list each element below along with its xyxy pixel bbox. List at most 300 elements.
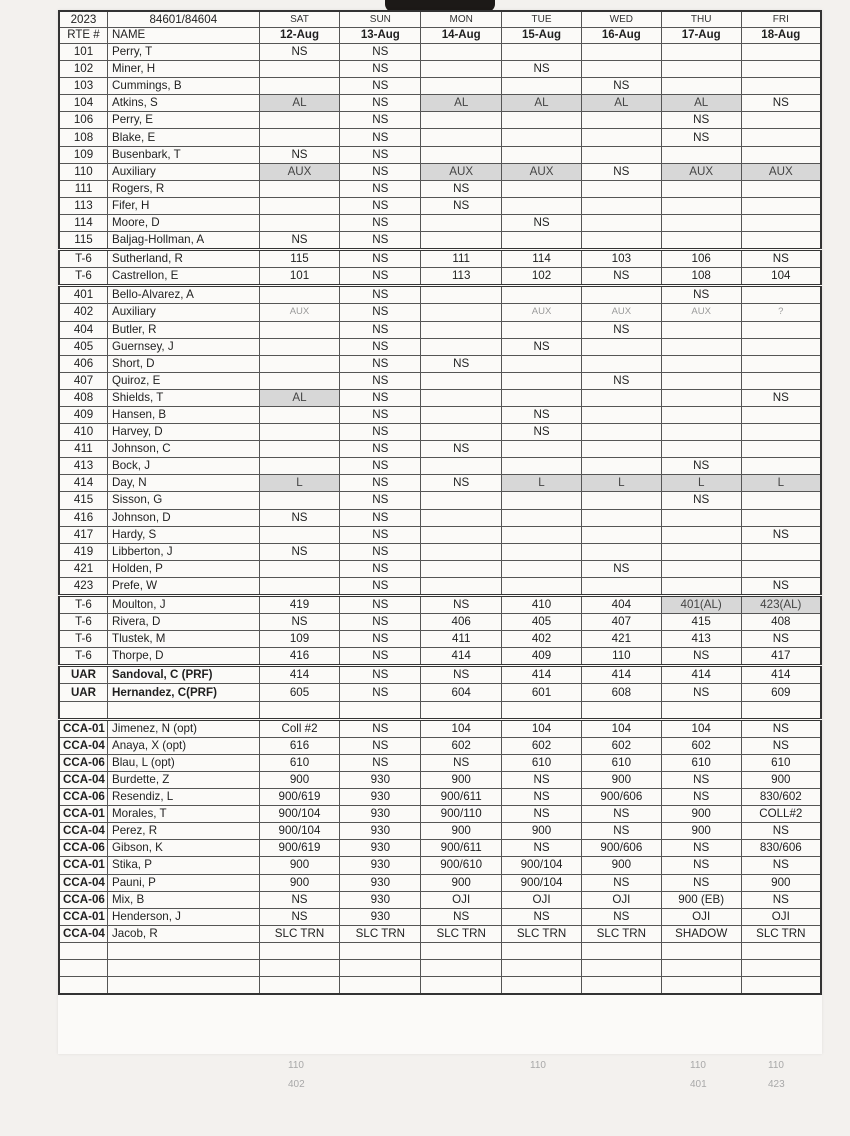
carrier-name-cell: Moulton, J [108,596,260,614]
route-cell: CCA-04 [59,823,108,840]
cell-mon [421,44,502,61]
cell-wed [581,214,661,231]
route-cell: 108 [59,129,108,146]
cell-thu [661,942,741,959]
cell-sun: NS [340,526,421,543]
schedule-row [59,197,821,214]
cell-wed [581,146,661,163]
cell-sun: NS [340,458,421,475]
cell-mon [421,577,502,595]
cell-mon [421,78,502,95]
cell-sun: NS [340,321,421,338]
cell-fri [741,355,821,372]
schedule-row [59,823,821,840]
cell-wed [581,232,661,250]
cell-sat [259,458,340,475]
cell-fri: 830/602 [741,789,821,806]
cell-tue: OJI [502,891,582,908]
cell-fri [741,543,821,560]
cell-fri: 610 [741,754,821,771]
cell-fri: 414 [741,666,821,684]
cell-wed: OJI [581,891,661,908]
route-cell: 407 [59,372,108,389]
cell-thu [661,180,741,197]
cell-wed: 407 [581,614,661,631]
cell-thu: NS [661,112,741,129]
cell-wed: 414 [581,666,661,684]
cell-fri [741,146,821,163]
cell-mon: NS [421,180,502,197]
cell-wed [581,959,661,976]
route-cell: CCA-01 [59,857,108,874]
carrier-name-cell: Perry, E [108,112,260,129]
year-cell: 2023 [59,11,108,28]
cell-wed: 404 [581,596,661,614]
route-cell: CCA-06 [59,754,108,771]
schedule-row [59,232,821,250]
cell-thu: NS [661,286,741,304]
cell-wed: NS [581,806,661,823]
route-cell: UAR [59,684,108,701]
cell-tue: 114 [502,250,582,268]
schedule-row [59,684,821,701]
cell-sat [259,372,340,389]
cell-thu: NS [661,857,741,874]
route-cell [59,942,108,959]
carrier-name-cell: Auxiliary [108,304,260,321]
date-sat: 12-Aug [259,28,340,44]
carrier-name-cell: Anaya, X (opt) [108,737,260,754]
footer-note-thu-1: 110 [690,1060,706,1071]
route-cell: 102 [59,61,108,78]
schedule-row [59,840,821,857]
cell-wed: 602 [581,737,661,754]
cell-thu [661,389,741,406]
cell-tue [502,232,582,250]
cell-sat: 900/619 [259,840,340,857]
day-mon: MON [421,11,502,28]
cell-sun: NS [340,684,421,701]
date-sun: 13-Aug [340,28,421,44]
cell-thu: OJI [661,908,741,925]
carrier-name-cell: Fifer, H [108,197,260,214]
cell-tue: NS [502,908,582,925]
cell-fri: 408 [741,614,821,631]
schedule-row [59,719,821,737]
cell-mon [421,509,502,526]
cell-sun: 930 [340,874,421,891]
cell-wed: NS [581,163,661,180]
cell-sat: NS [259,908,340,925]
cell-tue [502,44,582,61]
cell-tue: NS [502,338,582,355]
route-cell: 114 [59,214,108,231]
cell-mon [421,61,502,78]
carrier-name-cell [108,959,260,976]
footer-note-sat-1: 110 [288,1060,304,1071]
cell-thu: 900 (EB) [661,891,741,908]
carrier-name-cell: Pauni, P [108,874,260,891]
cell-sun: NS [340,180,421,197]
cell-sat: 605 [259,684,340,701]
day-thu: THU [661,11,741,28]
carrier-name-cell: Mix, B [108,891,260,908]
cell-sun: 930 [340,823,421,840]
route-cell: CCA-01 [59,719,108,737]
cell-mon: 604 [421,684,502,701]
cell-sat: AL [259,95,340,112]
cell-thu [661,44,741,61]
route-cell: 408 [59,389,108,406]
carrier-name-cell: Hernandez, C(PRF) [108,684,260,701]
cell-tue [502,180,582,197]
route-cell: CCA-06 [59,891,108,908]
schedule-row [59,666,821,684]
cell-fri [741,61,821,78]
cell-thu [661,197,741,214]
route-cell: 414 [59,475,108,492]
cell-tue [502,197,582,214]
schedule-row [59,509,821,526]
cell-wed [581,701,661,719]
cell-sat: L [259,475,340,492]
date-fri: 18-Aug [741,28,821,44]
cell-thu [661,372,741,389]
schedule-row [59,78,821,95]
cell-wed [581,355,661,372]
cell-sat [259,942,340,959]
cell-sat: NS [259,232,340,250]
cell-mon [421,112,502,129]
cell-tue [502,942,582,959]
cell-tue: NS [502,424,582,441]
schedule-sheet [58,10,822,1054]
cell-sun: NS [340,44,421,61]
cell-mon: 411 [421,631,502,648]
date-thu: 17-Aug [661,28,741,44]
cell-mon: SLC TRN [421,925,502,942]
cell-tue: AUX [502,163,582,180]
cell-wed: NS [581,268,661,286]
cell-tue [502,389,582,406]
cell-sat [259,61,340,78]
carrier-name-cell: Guernsey, J [108,338,260,355]
cell-thu [661,338,741,355]
schedule-row [59,614,821,631]
cell-wed [581,441,661,458]
route-cell: CCA-04 [59,925,108,942]
cell-tue: 410 [502,596,582,614]
route-cell: 423 [59,577,108,595]
carrier-name-cell [108,942,260,959]
cell-thu [661,146,741,163]
cell-wed [581,61,661,78]
cell-mon [421,543,502,560]
cell-mon: 111 [421,250,502,268]
carrier-name-cell [108,977,260,995]
footer-note-tue-1: 110 [530,1060,546,1071]
route-cell: 421 [59,560,108,577]
cell-sun: NS [340,631,421,648]
cell-tue [502,543,582,560]
cell-wed: 900/606 [581,840,661,857]
cell-sun: NS [340,492,421,509]
carrier-name-cell: Jimenez, N (opt) [108,719,260,737]
cell-tue: SLC TRN [502,925,582,942]
schedule-row [59,146,821,163]
cell-tue [502,441,582,458]
carrier-name-cell: Rogers, R [108,180,260,197]
carrier-name-cell: Blau, L (opt) [108,754,260,771]
cell-thu: 415 [661,614,741,631]
route-cell: 106 [59,112,108,129]
route-cell [59,701,108,719]
route-cell: UAR [59,666,108,684]
cell-fri: AUX [741,163,821,180]
cell-wed: 104 [581,719,661,737]
cell-sun: NS [340,338,421,355]
cell-wed [581,509,661,526]
cell-sun: NS [340,441,421,458]
cell-mon: 113 [421,268,502,286]
cell-mon [421,406,502,423]
cell-sat: 416 [259,648,340,666]
cell-thu [661,78,741,95]
cell-fri: 900 [741,771,821,788]
cell-sun: SLC TRN [340,925,421,942]
route-cell: 415 [59,492,108,509]
cell-wed: 900 [581,771,661,788]
cell-sun: NS [340,146,421,163]
cell-sat [259,180,340,197]
cell-sat [259,129,340,146]
cell-fri [741,112,821,129]
cell-tue: 900 [502,823,582,840]
cell-wed [581,286,661,304]
carrier-name-cell: Cummings, B [108,78,260,95]
cell-tue: NS [502,806,582,823]
carrier-name-cell: Butler, R [108,321,260,338]
cell-sat [259,355,340,372]
carrier-name-cell: Tlustek, M [108,631,260,648]
cell-sun: NS [340,268,421,286]
schedule-row [59,338,821,355]
cell-thu [661,321,741,338]
cell-fri: NS [741,95,821,112]
cell-wed: 421 [581,631,661,648]
route-cell: 401 [59,286,108,304]
schedule-row [59,596,821,614]
cell-fri: NS [741,737,821,754]
carrier-name-cell: Baljag-Hollman, A [108,232,260,250]
cell-thu: L [661,475,741,492]
route-cell: CCA-01 [59,908,108,925]
route-cell: CCA-04 [59,771,108,788]
schedule-row [59,268,821,286]
cell-tue: NS [502,406,582,423]
cell-mon: AUX [421,163,502,180]
cell-fri [741,180,821,197]
cell-fri [741,197,821,214]
cell-tue: 405 [502,614,582,631]
blank-row [59,701,821,719]
cell-wed: 610 [581,754,661,771]
route-cell: 109 [59,146,108,163]
schedule-row [59,61,821,78]
cell-thu: 414 [661,666,741,684]
route-cell: 416 [59,509,108,526]
cell-thu [661,543,741,560]
cell-fri: COLL#2 [741,806,821,823]
date-wed: 16-Aug [581,28,661,44]
cell-tue: 102 [502,268,582,286]
cell-mon [421,232,502,250]
cell-thu: 108 [661,268,741,286]
cell-mon: NS [421,441,502,458]
cell-thu [661,441,741,458]
cell-mon: 900 [421,874,502,891]
cell-mon [421,304,502,321]
cell-mon: NS [421,355,502,372]
cell-thu [661,61,741,78]
footer-note-thu-2: 401 [690,1079,707,1090]
route-cell: 405 [59,338,108,355]
cell-fri: OJI [741,908,821,925]
cell-sat: SLC TRN [259,925,340,942]
route-cell: 417 [59,526,108,543]
cell-tue [502,112,582,129]
cell-fri [741,959,821,976]
route-cell: CCA-06 [59,840,108,857]
cell-wed: AUX [581,304,661,321]
cell-sun: 930 [340,857,421,874]
cell-wed [581,543,661,560]
carrier-name-cell: Hansen, B [108,406,260,423]
carrier-name-cell: Jacob, R [108,925,260,942]
schedule-row [59,214,821,231]
carrier-name-cell: Perry, T [108,44,260,61]
cell-mon: 104 [421,719,502,737]
cell-sun: NS [340,304,421,321]
cell-mon: 602 [421,737,502,754]
cell-sun: NS [340,648,421,666]
cell-mon: 406 [421,614,502,631]
cell-sat [259,560,340,577]
cell-mon: NS [421,197,502,214]
day-sun: SUN [340,11,421,28]
cell-sat: 900 [259,771,340,788]
cell-mon: NS [421,908,502,925]
cell-thu [661,509,741,526]
cell-mon: AL [421,95,502,112]
cell-sat: AUX [259,163,340,180]
cell-sun: NS [340,95,421,112]
cell-tue: 104 [502,719,582,737]
cell-fri: L [741,475,821,492]
cell-sat [259,424,340,441]
cell-mon [421,977,502,995]
carrier-name-cell: Atkins, S [108,95,260,112]
cell-wed: AL [581,95,661,112]
cell-thu [661,355,741,372]
cell-sun: NS [340,112,421,129]
cell-sun: NS [340,372,421,389]
cell-sun: NS [340,355,421,372]
cell-tue [502,509,582,526]
cell-thu: SHADOW [661,925,741,942]
schedule-row [59,180,821,197]
cell-thu: AUX [661,304,741,321]
schedule-row [59,577,821,595]
cell-tue: AL [502,95,582,112]
route-cell: CCA-01 [59,806,108,823]
cell-sat [259,321,340,338]
schedule-table [58,10,822,995]
cell-fri: ? [741,304,821,321]
cell-sat: NS [259,509,340,526]
schedule-row [59,925,821,942]
cell-tue [502,560,582,577]
cell-thu [661,560,741,577]
routes-cell: 84601/84604 [108,11,260,28]
cell-mon [421,492,502,509]
cell-sat: AL [259,389,340,406]
cell-sat: NS [259,614,340,631]
cell-tue [502,701,582,719]
cell-fri: NS [741,719,821,737]
carrier-name-cell: Moore, D [108,214,260,231]
schedule-row [59,891,821,908]
cell-sat [259,977,340,995]
date-mon: 14-Aug [421,28,502,44]
carrier-name-cell: Burdette, Z [108,771,260,788]
schedule-row [59,631,821,648]
day-sat: SAT [259,11,340,28]
cell-tue [502,959,582,976]
cell-tue [502,372,582,389]
cell-mon [421,560,502,577]
carrier-name-cell: Perez, R [108,823,260,840]
schedule-row [59,129,821,146]
schedule-row [59,406,821,423]
cell-fri [741,424,821,441]
cell-sat: 900 [259,857,340,874]
cell-wed: 900/606 [581,789,661,806]
cell-wed [581,197,661,214]
cell-wed [581,129,661,146]
cell-fri [741,372,821,389]
cell-tue: 601 [502,684,582,701]
cell-wed [581,458,661,475]
cell-wed: 103 [581,250,661,268]
route-cell: 111 [59,180,108,197]
cell-thu [661,526,741,543]
cell-sat [259,526,340,543]
cell-sun [340,959,421,976]
carrier-name-cell: Gibson, K [108,840,260,857]
blank-row [59,977,821,995]
cell-fri: 609 [741,684,821,701]
cell-sun [340,701,421,719]
cell-mon [421,338,502,355]
carrier-name-cell: Johnson, C [108,441,260,458]
cell-sun: NS [340,389,421,406]
cell-tue: 900/104 [502,874,582,891]
route-cell: 406 [59,355,108,372]
cell-thu: NS [661,458,741,475]
cell-wed [581,180,661,197]
schedule-row [59,389,821,406]
